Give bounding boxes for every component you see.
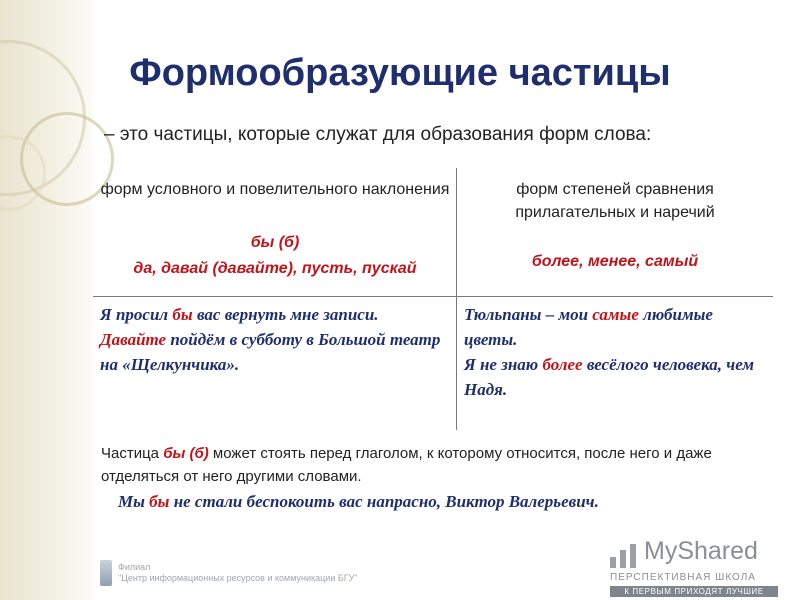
watermark-motto: К ПЕРВЫМ ПРИХОДЯТ ЛУЧШИЕ xyxy=(610,586,778,597)
left-column-particles xyxy=(100,230,450,282)
note-text: Частица xyxy=(101,445,164,462)
example-text: не стали беспокоить вас напрасно, Виктор Валерьевич. xyxy=(169,492,599,511)
example-text: пойдём в субботу в Большой театр на «Щелкунчика». xyxy=(100,330,441,374)
note-particle: бы (б) xyxy=(163,445,209,462)
row-divider xyxy=(93,296,773,297)
slide-subtitle: – это частицы, которые служат для образования форм слова: xyxy=(104,124,652,145)
right-column-particles: более, менее, самый xyxy=(531,253,699,270)
column-divider xyxy=(456,168,457,430)
example-text: Тюльпаны – мои xyxy=(464,305,593,324)
particles-line-1: бы (б) xyxy=(250,234,300,251)
organization-icon xyxy=(100,560,112,586)
watermark-brand: MyShared xyxy=(644,537,758,565)
example-particle: Давайте xyxy=(100,330,167,349)
example-text: весёлого человека, чем Надя. xyxy=(464,355,754,399)
example-particle: более xyxy=(542,355,583,374)
usage-note xyxy=(101,442,761,488)
example-text: Мы xyxy=(118,492,150,511)
example-text: Я не знаю xyxy=(464,355,543,374)
example-text: Я просил xyxy=(100,305,173,324)
example-particle: бы xyxy=(172,305,193,324)
note-text: может стоять перед глаголом, к которому относится, после него и даже отделяться от него другими словами. xyxy=(101,445,712,485)
footer-line-1: Филиал xyxy=(118,562,151,572)
example-text: вас вернуть мне записи. xyxy=(192,305,379,324)
example-text: любимые цветы. xyxy=(464,305,713,349)
particles-line-2: да, давай (давайте), пусть, пускай xyxy=(133,260,417,277)
watermark-school: ПЕРСПЕКТИВНАЯ ШКОЛА xyxy=(610,572,756,583)
footer-line-2: "Центр информационных ресурсов и коммуникации БГУ" xyxy=(118,573,358,583)
left-column-examples xyxy=(100,302,450,377)
bar-chart-logo-icon xyxy=(608,540,638,570)
example-particle: бы xyxy=(149,492,170,511)
footer-organization xyxy=(118,562,358,584)
final-example-sentence xyxy=(118,492,778,512)
right-column-heading: форм степеней сравнения прилагательных и наречий xyxy=(515,181,715,221)
left-column-heading: форм условного и повелительного наклонения xyxy=(100,181,450,198)
right-column-examples xyxy=(464,302,764,402)
example-particle: самые xyxy=(592,305,639,324)
slide-title: Формообразующие частицы xyxy=(129,52,671,94)
